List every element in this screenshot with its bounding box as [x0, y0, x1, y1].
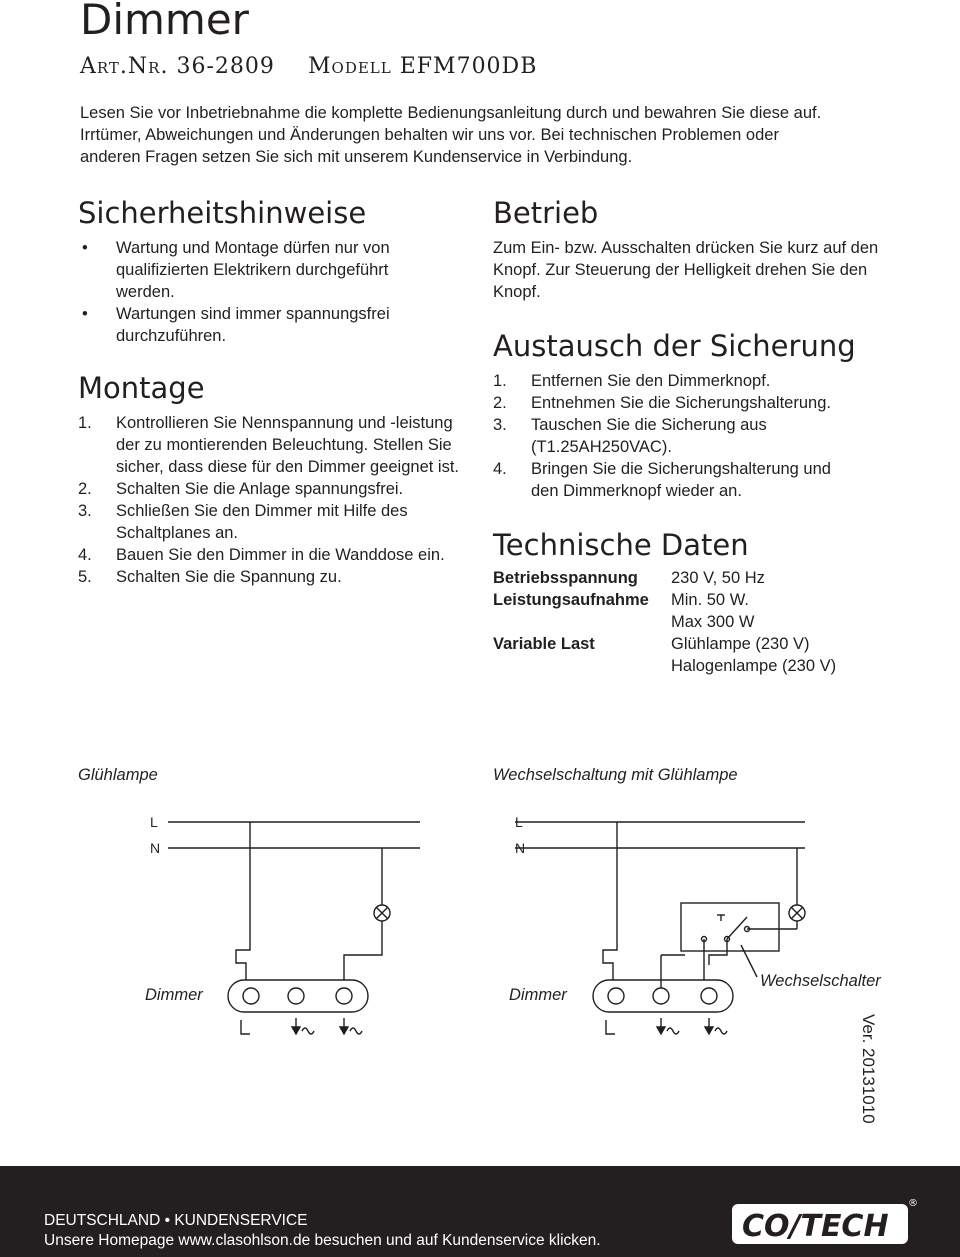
table-row — [493, 633, 836, 655]
svg-text:®: ® — [908, 1198, 918, 1209]
bullet-icon: • — [82, 305, 88, 323]
montage-heading: Montage — [78, 371, 205, 405]
list-item — [78, 412, 468, 478]
line-label-L: L — [150, 814, 158, 830]
step-text: Entfernen Sie den Dimmerknopf. — [531, 372, 771, 390]
safety-heading: Sicherheitshinweise — [78, 196, 367, 230]
line-label-N: N — [150, 840, 161, 856]
step-number: 3. — [493, 416, 507, 434]
step-text: Bauen Sie den Dimmer in die Wanddose ein. — [116, 546, 445, 564]
list-item — [78, 544, 468, 566]
list-item — [78, 566, 468, 588]
spec-value: Max 300 W — [671, 613, 755, 631]
spec-value: Halogenlampe (230 V) — [671, 657, 837, 675]
table-row — [493, 611, 836, 633]
footer-line-2: Unsere Homepage www.clasohlson.de besuchen und auf Kundenservice klicken. — [44, 1232, 601, 1249]
safety-list — [78, 237, 468, 347]
footer-line-1: DEUTSCHLAND • KUNDENSERVICE — [44, 1212, 308, 1229]
intro-line: anderen Fragen setzen Sie sich mit unserem Kundenservice in Verbindung. — [80, 148, 633, 166]
spec-value: Min. 50 W. — [671, 591, 749, 609]
list-item — [78, 237, 416, 303]
article-number: Art.Nr. 36-2809 — [80, 54, 275, 79]
fuse-heading: Austausch der Sicherung — [493, 329, 856, 363]
intro-line: Lesen Sie vor Inbetriebnahme die komplette Bedienungsanleitung durch und bewahren Sie diese auf. — [80, 104, 822, 122]
list-item — [493, 458, 863, 502]
right-diagram-caption: Wechselschaltung mit Glühlampe — [493, 766, 738, 784]
specs-section — [493, 527, 913, 677]
montage-section — [78, 370, 478, 588]
logo-text: CO/TECH — [742, 1209, 889, 1244]
spec-value: Glühlampe (230 V) — [671, 635, 810, 653]
step-number: 3. — [78, 502, 92, 520]
list-item-text: Wartungen sind immer spannungsfrei durchzuführen. — [116, 305, 390, 345]
spec-key: Variable Last — [493, 635, 595, 653]
table-row — [493, 589, 836, 611]
list-item — [493, 370, 863, 392]
list-item — [78, 303, 416, 347]
line-label-N: N — [515, 840, 526, 856]
step-text: Schalten Sie die Anlage spannungsfrei. — [116, 480, 404, 498]
betrieb-text: Zum Ein- bzw. Ausschalten drücken Sie kurz auf den Knopf. Zur Steuerung der Helligkeit drehen Sie den Knopf. — [493, 239, 879, 301]
intro-text — [80, 102, 880, 168]
page-title: Dimmer — [80, 0, 249, 44]
list-item — [493, 414, 863, 458]
step-number: 2. — [78, 480, 92, 498]
bullet-icon: • — [82, 239, 88, 257]
spec-key — [493, 611, 671, 633]
spec-key — [493, 655, 671, 677]
fuse-section — [493, 328, 893, 502]
list-item-text: Wartung und Montage dürfen nur von qualifizierten Elektrikern durchgeführt werden. — [116, 239, 390, 301]
step-number: 4. — [493, 460, 507, 478]
montage-steps — [78, 412, 468, 588]
step-text: Tauschen Sie die Sicherung aus (T1.25AH250VAC). — [531, 416, 767, 456]
step-number: 4. — [78, 546, 92, 564]
list-item — [78, 478, 468, 500]
table-row — [493, 567, 836, 589]
footer — [0, 1166, 960, 1257]
list-item — [493, 392, 863, 414]
specs-table — [493, 567, 836, 677]
spec-value: 230 V, 50 Hz — [671, 569, 765, 587]
table-row — [493, 655, 836, 677]
cotech-logo — [728, 1196, 918, 1250]
step-number: 1. — [493, 372, 507, 390]
fuse-steps — [493, 370, 863, 502]
betrieb-section — [493, 195, 893, 303]
line-label-L: L — [515, 814, 523, 830]
left-diagram-caption: Glühlampe — [78, 766, 158, 784]
step-text: Bringen Sie die Sicherungshalterung und den Dimmerknopf wieder an. — [531, 460, 831, 500]
step-number: 2. — [493, 394, 507, 412]
model-number: Modell EFM700DB — [308, 54, 538, 79]
spec-key: Leistungsaufnahme — [493, 591, 649, 609]
dimmer-label-left: Dimmer — [145, 986, 203, 1004]
intro-line: Irrtümer, Abweichungen und Änderungen behalten wir uns vor. Bei technischen Problemen oder — [80, 126, 779, 144]
list-item — [78, 500, 468, 544]
dimmer-label-right: Dimmer — [509, 986, 567, 1004]
version-label: Ver. 20131010 — [859, 1014, 878, 1124]
specs-heading: Technische Daten — [493, 528, 749, 562]
step-text: Kontrollieren Sie Nennspannung und -leistung der zu montierenden Beleuchtung. Stellen Sie sicher, dass diese für den Dimmer geeignet ist. — [116, 414, 459, 476]
safety-section — [78, 195, 468, 347]
step-text: Entnehmen Sie die Sicherungshalterung. — [531, 394, 831, 412]
step-text: Schließen Sie den Dimmer mit Hilfe des Schaltplanes an. — [116, 502, 408, 542]
switch-label: Wechselschalter — [760, 972, 881, 990]
step-number: 1. — [78, 414, 92, 432]
betrieb-heading: Betrieb — [493, 196, 599, 230]
step-number: 5. — [78, 568, 92, 586]
step-text: Schalten Sie die Spannung zu. — [116, 568, 342, 586]
spec-key: Betriebsspannung — [493, 569, 638, 587]
